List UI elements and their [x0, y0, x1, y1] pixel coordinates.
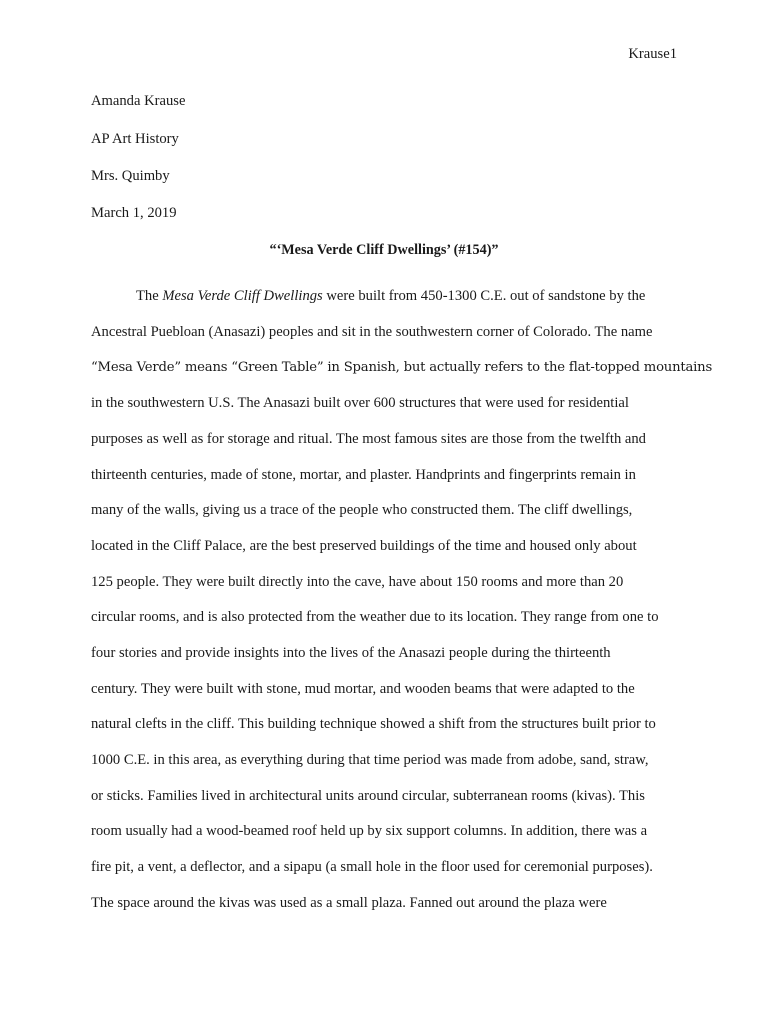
- essay-title: “‘Mesa Verde Cliff Dwellings’ (#154)”: [269, 242, 499, 258]
- paragraph-line-2: Ancestral Puebloan (Anasazi) peoples and sit in the southwestern corner of Colorado. The name: [91, 324, 653, 340]
- paragraph-line-15: or sticks. Families lived in architectural units around circular, subterranean rooms (kivas). This: [91, 788, 645, 804]
- page-header-label: Krause1: [628, 46, 677, 62]
- student-name: Amanda Krause: [91, 93, 186, 109]
- paragraph-line-11: four stories and provide insights into the lives of the Anasazi people during the thirteenth: [91, 645, 611, 661]
- line-1-prefix: The: [136, 288, 163, 304]
- paragraph-line-12: century. They were built with stone, mud mortar, and wooden beams that were adapted to the: [91, 681, 635, 697]
- paragraph-line-6: thirteenth centuries, made of stone, mortar, and plaster. Handprints and fingerprints remain in: [91, 467, 636, 483]
- paragraph-line-1: [136, 288, 645, 305]
- paragraph-line-7: many of the walls, giving us a trace of the people who constructed them. The cliff dwellings,: [91, 502, 633, 518]
- paragraph-line-4: in the southwestern U.S. The Anasazi built over 600 structures that were used for residential: [91, 395, 629, 411]
- paragraph-line-8: located in the Cliff Palace, are the best preserved buildings of the time and housed only about: [91, 538, 637, 554]
- paragraph-line-9: 125 people. They were built directly into the cave, have about 150 rooms and more than 20: [91, 574, 624, 590]
- paragraph-line-14: 1000 C.E. in this area, as everything during that time period was made from adobe, sand, straw,: [91, 752, 649, 768]
- paragraph-line-5: purposes as well as for storage and ritual. The most famous sites are those from the twelfth and: [91, 431, 646, 447]
- line-1-suffix: were built from 450-1300 C.E. out of sandstone by the: [322, 288, 646, 304]
- artwork-title-italic: Mesa Verde Cliff Dwellings: [162, 288, 323, 304]
- paragraph-line-16: room usually had a wood-beamed roof held up by six support columns. In addition, there was a: [91, 823, 648, 839]
- paragraph-line-18: The space around the kivas was used as a small plaza. Fanned out around the plaza were: [91, 895, 607, 911]
- teacher-name: Mrs. Quimby: [91, 168, 170, 184]
- paragraph-line-10: circular rooms, and is also protected from the weather due to its location. They range from one to: [91, 609, 659, 625]
- paragraph-line-17: fire pit, a vent, a deflector, and a sipapu (a small hole in the floor used for ceremonial purposes).: [91, 859, 653, 875]
- course-name: AP Art History: [91, 131, 179, 147]
- paragraph-line-13: natural clefts in the cliff. This building technique showed a shift from the structures built prior to: [91, 716, 656, 732]
- essay-date: March 1, 2019: [91, 205, 177, 221]
- paragraph-line-3: “Mesa Verde” means “Green Table” in Spanish, but actually refers to the flat-topped mountains: [91, 360, 713, 375]
